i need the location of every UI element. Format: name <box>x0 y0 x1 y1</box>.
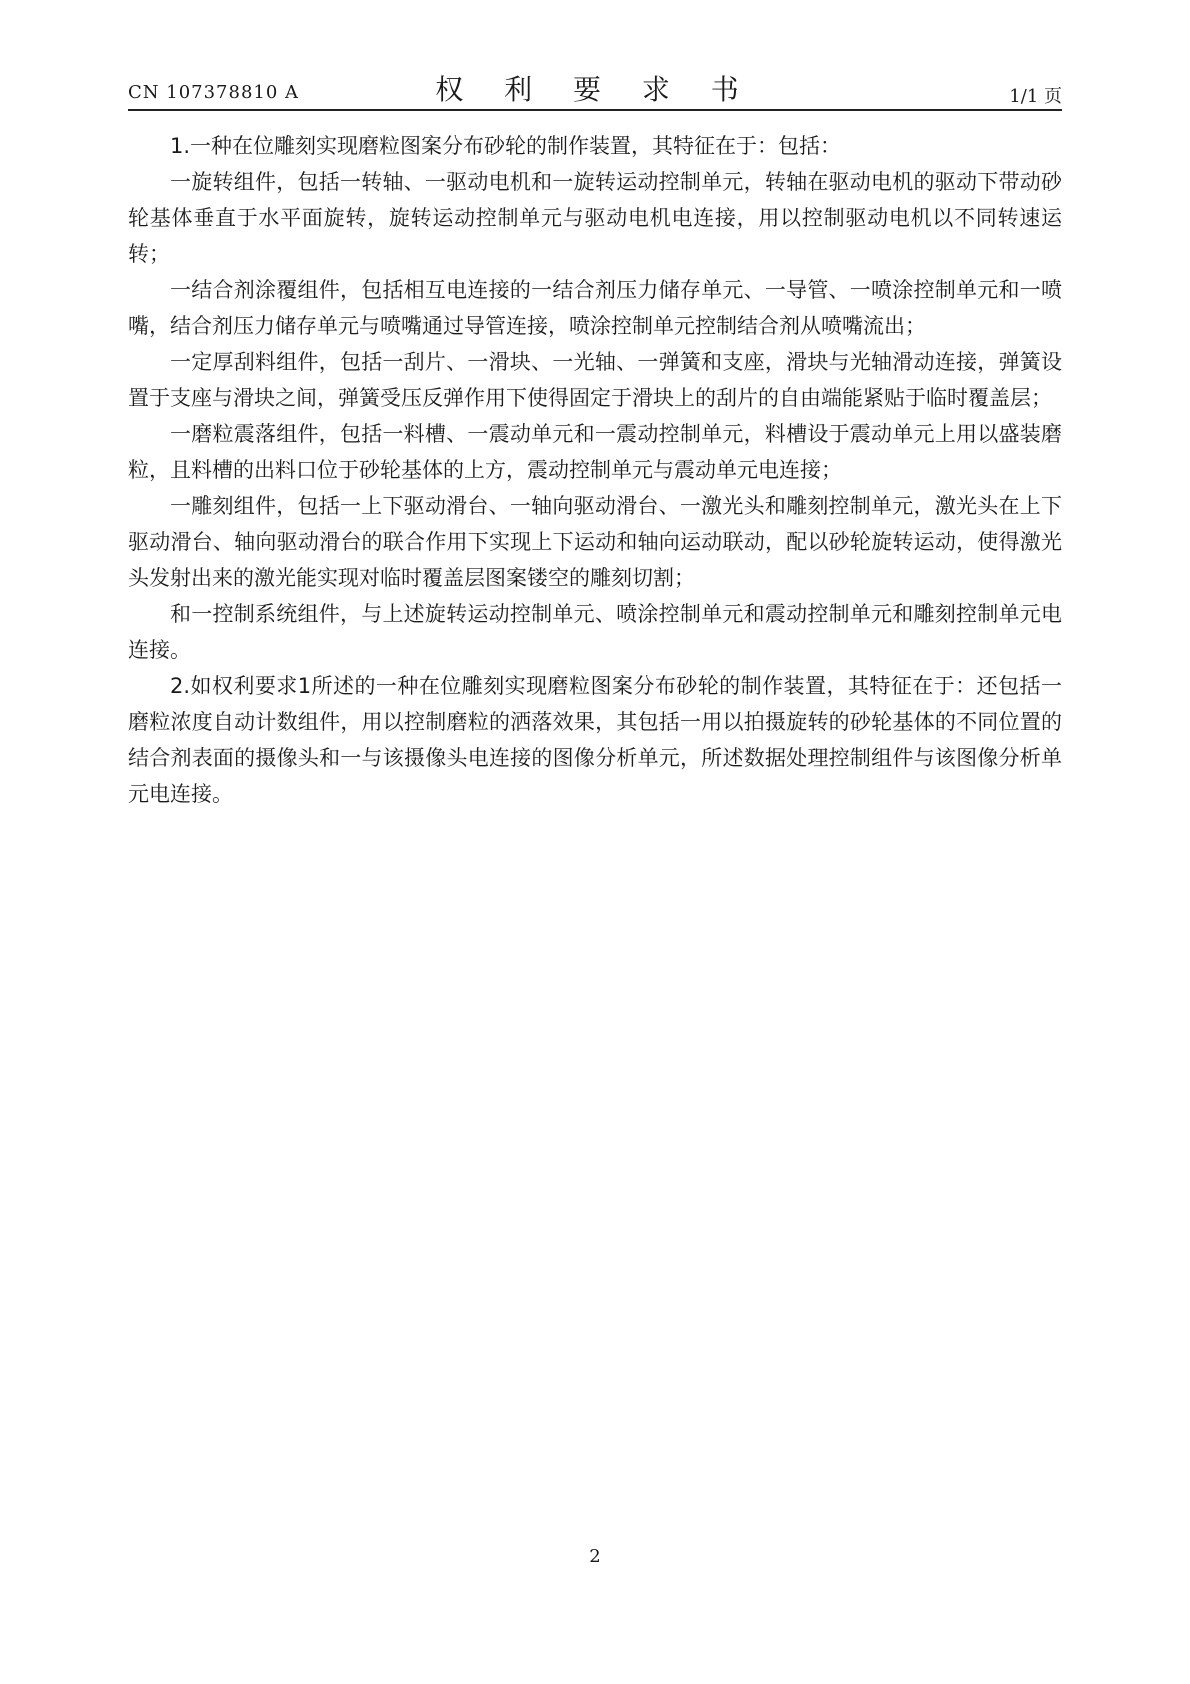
publication-number: CN 107378810 A <box>128 82 300 103</box>
document-title: 权 利 要 求 书 <box>435 73 755 106</box>
page-header <box>128 64 1062 110</box>
claim-paragraph: 一磨粒震落组件，包括一料槽、一震动单元和一震动控制单元，料槽设于震动单元上用以盛装磨粒，且料槽的出料口位于砂轮基体的上方，震动控制单元与震动单元电连接； <box>128 422 1062 482</box>
claim-paragraph: 和一控制系统组件，与上述旋转运动控制单元、喷涂控制单元和震动控制单元和雕刻控制单元电连接。 <box>128 602 1062 662</box>
page-number: 2 <box>589 1546 601 1567</box>
claim-paragraph: 一结合剂涂覆组件，包括相互电连接的一结合剂压力储存单元、一导管、一喷涂控制单元和一喷嘴，结合剂压力储存单元与喷嘴通过导管连接，喷涂控制单元控制结合剂从喷嘴流出； <box>128 278 1062 338</box>
claim-paragraph: 一雕刻组件，包括一上下驱动滑台、一轴向驱动滑台、一激光头和雕刻控制单元，激光头在上下驱动滑台、轴向驱动滑台的联合作用下实现上下运动和轴向运动联动，配以砂轮旋转运动，使得激光头发射出来的激光能实现对临时覆盖层图案镂空的雕刻切割； <box>128 494 1062 590</box>
page-count: 1/1 页 <box>1009 86 1062 107</box>
claim-paragraph: 一旋转组件，包括一转轴、一驱动电机和一旋转运动控制单元，转轴在驱动电机的驱动下带动砂轮基体垂直于水平面旋转，旋转运动控制单元与驱动电机电连接，用以控制驱动电机以不同转速运转； <box>128 170 1062 266</box>
claim-paragraph: 1.一种在位雕刻实现磨粒图案分布砂轮的制作装置，其特征在于：包括： <box>170 134 842 158</box>
claim-paragraph: 一定厚刮料组件，包括一刮片、一滑块、一光轴、一弹簧和支座，滑块与光轴滑动连接，弹簧设置于支座与滑块之间，弹簧受压反弹作用下使得固定于滑块上的刮片的自由端能紧贴于临时覆盖层； <box>128 350 1062 410</box>
claims-body <box>128 128 1062 812</box>
claim-paragraph: 2.如权利要求1所述的一种在位雕刻实现磨粒图案分布砂轮的制作装置，其特征在于：还包括一磨粒浓度自动计数组件，用以控制磨粒的洒落效果，其包括一用以拍摄旋转的砂轮基体的不同位置的结合剂表面的摄像头和一与该摄像头电连接的图像分析单元，所述数据处理控制组件与该图像分析单元电连接。 <box>128 674 1062 806</box>
header-divider <box>128 109 1062 111</box>
